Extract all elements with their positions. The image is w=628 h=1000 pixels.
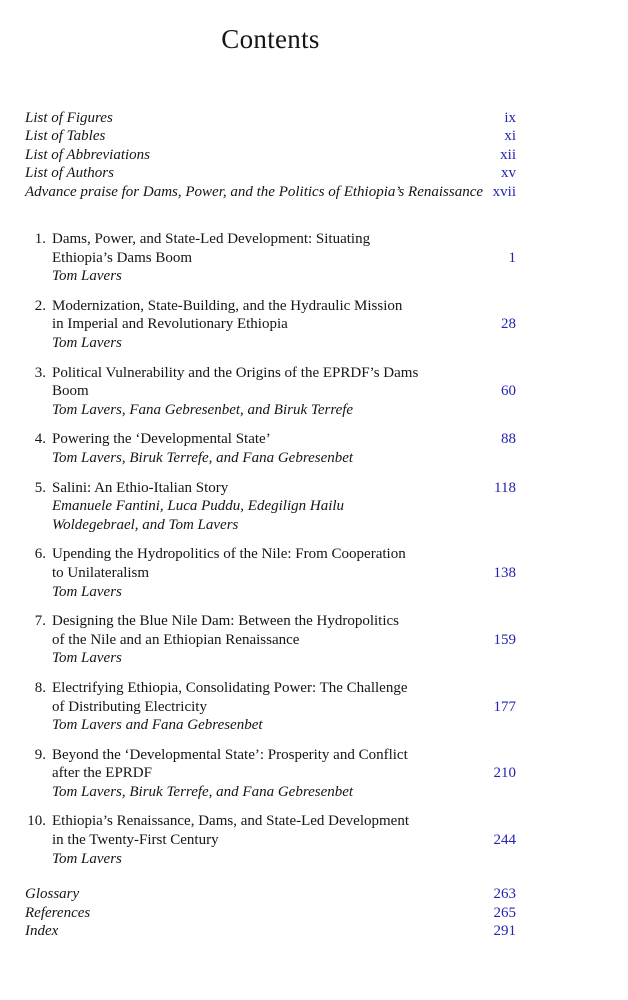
front-matter-label: List of Tables — [25, 128, 106, 145]
chapter-authors: Tom Lavers — [52, 335, 122, 351]
page-number-link[interactable]: 118 — [494, 479, 516, 496]
toc-entry — [25, 612, 516, 668]
chapter-number: 7. — [34, 613, 46, 630]
toc-line — [25, 679, 516, 698]
page-number-link[interactable]: 60 — [501, 383, 516, 400]
chapter-number: 5. — [34, 479, 46, 496]
page-number-link[interactable]: xv — [501, 165, 516, 182]
toc-line — [25, 746, 516, 765]
toc-line — [25, 382, 516, 401]
page-number-link[interactable]: 291 — [493, 923, 516, 940]
chapter-title-line: Powering the ‘Developmental State’ — [52, 431, 271, 448]
chapter-authors: Tom Lavers, Fana Gebresenbet, and Biruk Terrefe — [52, 401, 354, 418]
front-matter-label: Advance praise for Dams, Power, and the Politics of Ethiopia’s Renaissance — [25, 183, 484, 200]
page-number-link[interactable]: 263 — [493, 886, 516, 903]
chapter-authors: Tom Lavers — [52, 268, 122, 285]
toc-entry — [25, 746, 516, 802]
chapter-number: 8. — [34, 679, 46, 696]
chapter-authors: Tom Lavers and Fana Gebresenbet — [52, 717, 263, 734]
front-matter-item — [25, 109, 516, 127]
toc-line — [25, 583, 516, 602]
page-number-link[interactable]: 1 — [508, 249, 516, 266]
toc-line — [25, 545, 516, 564]
toc-line — [25, 649, 516, 668]
back-matter-list — [25, 885, 516, 940]
front-matter-list — [25, 109, 516, 201]
toc-line — [25, 564, 516, 583]
toc-line — [25, 449, 516, 468]
toc-entry — [25, 479, 516, 535]
back-matter-item — [25, 885, 516, 903]
chapter-title-line: Modernization, State-Building, and the Hydraulic Mission — [52, 297, 403, 314]
chapter-title-line: after the EPRDF — [52, 765, 152, 782]
page-number-link[interactable]: 210 — [493, 765, 516, 782]
chapter-title-line: Salini: An Ethio-Italian Story — [52, 479, 229, 496]
toc-line — [25, 716, 516, 735]
toc-line — [25, 430, 516, 449]
chapter-authors: Tom Lavers — [52, 583, 122, 600]
front-matter-item — [25, 164, 516, 182]
chapter-authors: Tom Lavers, Biruk Terrefe, and Fana Gebresenbet — [52, 449, 354, 466]
chapter-authors: Woldegebrael, and Tom Lavers — [52, 516, 239, 533]
toc-line — [25, 334, 516, 353]
chapter-title-line: Political Vulnerability and the Origins of the EPRDF’s Dams — [52, 364, 419, 381]
chapter-authors: Tom Lavers, Biruk Terrefe, and Fana Gebresenbet — [52, 783, 354, 800]
back-matter-item — [25, 904, 516, 922]
toc-line — [25, 516, 516, 535]
back-matter-item — [25, 922, 516, 940]
chapter-number: 3. — [34, 364, 46, 381]
toc-line — [25, 297, 516, 316]
chapter-title-line: of Distributing Electricity — [52, 698, 207, 715]
back-matter-label: Glossary — [25, 886, 80, 903]
toc-line — [25, 479, 516, 498]
page-number-link[interactable]: xi — [504, 128, 516, 145]
page-number-link[interactable]: 177 — [493, 698, 516, 715]
toc-line — [25, 631, 516, 650]
toc-entry — [25, 430, 516, 467]
page-number-link[interactable]: 159 — [493, 631, 516, 648]
toc-line — [25, 612, 516, 631]
chapter-number: 1. — [34, 231, 46, 248]
toc-line — [25, 831, 516, 850]
page-number-link[interactable]: 138 — [493, 564, 516, 581]
chapter-authors: Tom Lavers — [52, 650, 122, 667]
front-matter-item — [25, 146, 516, 164]
toc-line — [25, 315, 516, 334]
toc-entry — [25, 364, 516, 420]
page-number-link[interactable]: xvii — [492, 183, 516, 200]
back-matter-label: References — [25, 904, 91, 921]
front-matter-label: List of Abbreviations — [25, 146, 151, 163]
chapter-title-line: Beyond the ‘Developmental State’: Prosperity and Conflict — [52, 746, 408, 763]
toc-line — [25, 364, 516, 383]
chapter-number: 4. — [34, 431, 46, 448]
chapter-number: 9. — [34, 746, 46, 763]
toc-line — [25, 497, 516, 516]
chapter-title-line: to Unilateralism — [52, 564, 150, 581]
chapter-title-line: Ethiopia’s Renaissance, Dams, and State-Led Development — [52, 813, 409, 830]
toc-content — [25, 24, 516, 940]
toc-line — [25, 249, 516, 268]
chapter-authors: Tom Lavers — [52, 850, 122, 867]
front-matter-label: List of Figures — [25, 110, 113, 126]
chapter-authors: Emanuele Fantini, Luca Puddu, Edegilign Hailu — [52, 498, 345, 515]
toc-entry — [25, 230, 516, 286]
toc-entry — [25, 679, 516, 735]
page-number-link[interactable]: 28 — [501, 316, 516, 333]
back-matter-label: Index — [25, 923, 59, 940]
chapter-title-line: Designing the Blue Nile Dam: Between the Hydropolitics — [52, 613, 400, 630]
toc-line — [25, 698, 516, 717]
chapter-title-line: Electrifying Ethiopia, Consolidating Power: The Challenge — [52, 679, 408, 696]
toc-line — [25, 764, 516, 783]
chapter-title-line: in the Twenty-First Century — [52, 832, 219, 849]
front-matter-item — [25, 127, 516, 145]
toc-line — [25, 783, 516, 802]
toc-line — [25, 267, 516, 286]
chapter-number: 2. — [34, 297, 46, 314]
front-matter-label: List of Authors — [25, 165, 114, 182]
front-matter-item — [25, 183, 516, 201]
chapter-list — [25, 230, 516, 868]
chapter-title-line: in Imperial and Revolutionary Ethiopia — [52, 316, 288, 333]
toc-line — [25, 230, 516, 249]
chapter-title-line: of the Nile and an Ethiopian Renaissance — [52, 631, 300, 648]
page-number-link[interactable]: 244 — [493, 832, 516, 849]
toc-entry — [25, 297, 516, 353]
toc-entry — [25, 545, 516, 601]
chapter-number: 6. — [34, 546, 46, 563]
toc-line — [25, 812, 516, 831]
chapter-title-line: Dams, Power, and State-Led Development: Situating — [52, 231, 371, 248]
chapter-title-line: Upending the Hydropolitics of the Nile: From Cooperation — [52, 546, 406, 563]
toc-line — [25, 401, 516, 420]
page-title: Contents — [221, 24, 320, 54]
toc-line — [25, 850, 516, 869]
page-number-link[interactable]: ix — [504, 110, 516, 126]
chapter-title-line: Ethiopia’s Dams Boom — [52, 249, 192, 266]
page-number-link[interactable]: xii — [500, 146, 516, 163]
chapter-title-line: Boom — [52, 383, 89, 400]
page-number-link[interactable]: 88 — [501, 431, 516, 448]
chapter-number: 10. — [27, 813, 46, 830]
page-number-link[interactable]: 265 — [493, 904, 516, 921]
toc-entry — [25, 812, 516, 868]
